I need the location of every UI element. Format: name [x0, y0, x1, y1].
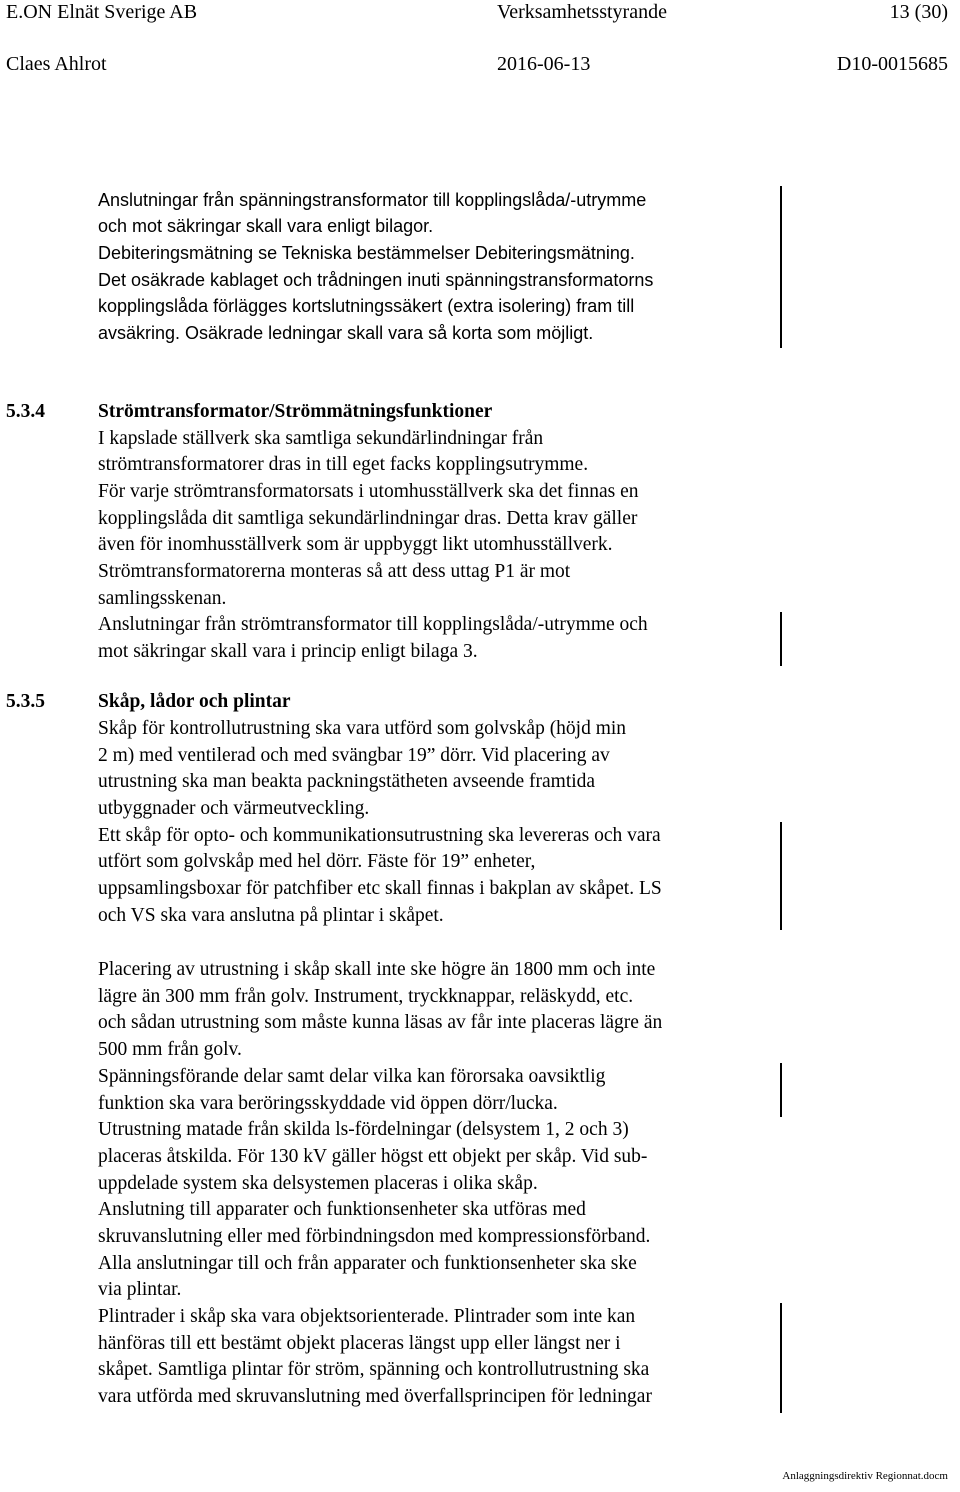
block3-line: och sådan utrustning som måste kunna läsas av får inte placeras lägre än — [98, 1012, 663, 1033]
section535-line: utfört som golvskåp med hel dörr. Fäste för 19” enheter, — [98, 851, 536, 872]
section535-line: utrustning ska man beakta packningstätheten avseende framtida — [98, 771, 596, 792]
section535-line: och VS ska vara anslutna på plintar i skåpet. — [98, 905, 444, 926]
block3-line: skåpet. Samtliga plintar för ström, spänning och kontrollutrustning ska — [98, 1359, 650, 1380]
block3-line: skruvanslutning eller med förbindningsdon med kompressionsförband. — [98, 1226, 651, 1247]
change-bar — [780, 612, 782, 666]
section534-line: strömtransformatorer dras in till eget facks kopplingsutrymme. — [98, 454, 589, 475]
section534-line: kopplingslåda dit samtliga sekundärlindningar dras. Detta krav gäller — [98, 508, 638, 529]
header-date: 2016-06-13 — [497, 53, 591, 75]
block3-line: funktion ska vara beröringsskyddade vid öppen dörr/lucka. — [98, 1093, 558, 1114]
block1-line: kopplingslåda förlägges kortslutningssäkert (extra isolering) fram till — [98, 296, 635, 316]
block3-line: via plintar. — [98, 1279, 182, 1300]
section535-line: 2 m) med ventilerad och med svängbar 19” dörr. Vid placering av — [98, 745, 610, 766]
block3-line: 500 mm från golv. — [98, 1039, 242, 1060]
block1-line: Debiteringsmätning se Tekniska bestämmelser Debiteringsmätning. — [98, 243, 635, 263]
section-heading: Skåp, lådor och plintar — [98, 691, 291, 712]
block1-line: avsäkring. Osäkrade ledningar skall vara så korta som möjligt. — [98, 323, 594, 343]
section534-line: Strömtransformatorerna monteras så att dess uttag P1 är mot — [98, 561, 571, 582]
change-bar — [780, 186, 782, 348]
header-doc-id: D10-0015685 — [836, 53, 948, 75]
change-bar — [780, 822, 782, 930]
block3-line: Alla anslutningar till och från apparater och funktionsenheter ska ske — [98, 1253, 637, 1274]
block1-line: Anslutningar från spänningstransformator till kopplingslåda/-utrymme — [98, 190, 647, 210]
section535-line: Skåp för kontrollutrustning ska vara utförd som golvskåp (höjd min — [98, 718, 627, 739]
section534-line: även för inomhusställverk som är uppbyggt likt utomhusställverk. — [98, 534, 613, 555]
header-author: Claes Ahlrot — [6, 53, 107, 75]
change-bar — [780, 1063, 782, 1117]
header-page: 13 (30) — [889, 1, 948, 23]
block1-line: Det osäkrade kablaget och trådningen inuti spänningstransformatorns — [98, 270, 654, 290]
block3-line: lägre än 300 mm från golv. Instrument, tryckknappar, reläskydd, etc. — [98, 986, 634, 1007]
section534-line: För varje strömtransformatorsats i utomhusställverk ska det finnas en — [98, 481, 639, 502]
block3-line: Utrustning matade från skilda ls-fördelningar (delsystem 1, 2 och 3) — [98, 1119, 629, 1140]
section535-line: Ett skåp för opto- och kommunikationsutrustning ska levereras och vara — [98, 825, 661, 846]
block3-line: Plintrader i skåp ska vara objektsorienterade. Plintrader som inte kan — [98, 1306, 636, 1327]
footer-filename: Anlaggningsdirektiv Regionnat.docm — [782, 1470, 948, 1482]
block3-line: placeras åtskilda. För 130 kV gäller högst ett objekt per skåp. Vid sub- — [98, 1146, 648, 1167]
section534-line: I kapslade ställverk ska samtliga sekundärlindningar från — [98, 428, 544, 449]
section534-line: Anslutningar från strömtransformator till kopplingslåda/-utrymme och — [98, 614, 648, 635]
block3-line: Anslutning till apparater och funktionsenheter ska utföras med — [98, 1199, 586, 1220]
header-company: E.ON Elnät Sverige AB — [6, 1, 198, 23]
block3-line: vara utförda med skruvanslutning med överfallsprincipen för ledningar — [98, 1386, 652, 1407]
change-bar — [780, 1303, 782, 1413]
section535-line: uppsamlingsboxar för patchfiber etc skall finnas i bakplan av skåpet. LS — [98, 878, 662, 899]
block3-line: Placering av utrustning i skåp skall inte ske högre än 1800 mm och inte — [98, 959, 656, 980]
section535-line: utbyggnader och värmeutveckling. — [98, 798, 370, 819]
section534-line: samlingsskenan. — [98, 588, 227, 609]
section-number: 5.3.4 — [6, 401, 45, 422]
section-number: 5.3.5 — [6, 691, 45, 712]
block3-line: hänföras till ett bestämt objekt placeras längst upp eller längst ner i — [98, 1333, 621, 1354]
section-heading: Strömtransformator/Strömmätningsfunktioner — [98, 401, 493, 422]
block1-line: och mot säkringar skall vara enligt bilagor. — [98, 216, 434, 236]
block3-line: Spänningsförande delar samt delar vilka kan förorsaka oavsiktlig — [98, 1066, 606, 1087]
header-department: Verksamhetsstyrande — [497, 1, 667, 23]
block3-line: uppdelade system ska delsystemen placeras i olika skåp. — [98, 1173, 538, 1194]
section534-line: mot säkringar skall vara i princip enligt bilaga 3. — [98, 641, 478, 662]
